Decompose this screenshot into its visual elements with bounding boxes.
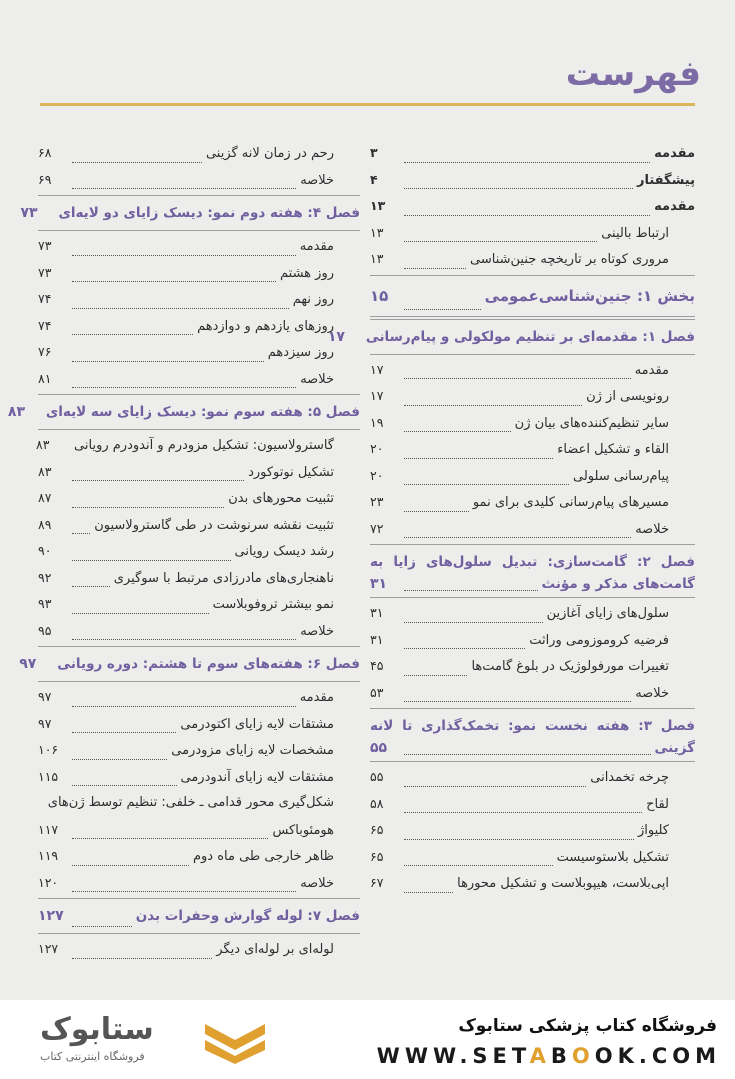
toc-page-number: ۳ (370, 145, 378, 160)
toc-entry[interactable] (38, 711, 360, 738)
toc-leader-dots (404, 839, 634, 840)
toc-page-number: ۵۸ (370, 795, 384, 811)
toc-entry[interactable] (38, 936, 360, 963)
toc-entry-title: روز نهم (292, 292, 334, 307)
toc-leader-dots (404, 812, 642, 813)
toc-page-number: ۹۲ (38, 569, 52, 585)
toc-entry[interactable] (38, 737, 360, 764)
toc-page-number: ۸۷ (38, 490, 52, 505)
toc-leader-dots (404, 701, 631, 702)
toc-leader-dots (72, 480, 244, 481)
toc-entry-title: پیام‌رسانی سلولی (573, 468, 669, 484)
toc-page-number: ۷۳ (20, 205, 38, 221)
section-divider (38, 230, 360, 231)
toc-page-number: ۶۸ (38, 145, 52, 160)
toc-leader-dots (72, 308, 289, 309)
toc-page-number: ۹۷ (38, 689, 52, 704)
toc-page-number: ۷۲ (370, 520, 384, 536)
toc-page-number: ۵۵ (370, 769, 384, 784)
toc-entry-title: مقدمه (654, 146, 695, 161)
section-divider (370, 319, 695, 320)
toc-page-number: ۱۱۵ (38, 768, 59, 784)
toc-leader-dots (72, 507, 224, 508)
section-divider (38, 933, 360, 934)
toc-entry[interactable] (38, 286, 360, 313)
url-accent: O (571, 1044, 595, 1068)
toc-leader-dots (404, 537, 631, 538)
toc-entry[interactable] (38, 870, 360, 897)
toc-page-number: ۲۰ (370, 467, 384, 483)
toc-entry-title: هومئوباکس (272, 822, 334, 838)
toc-leader-dots (72, 334, 193, 335)
toc-page-number: ۳۱ (370, 576, 388, 592)
toc-page-number: ۶۵ (370, 822, 384, 837)
logo-wordmark: ستابوک (40, 1012, 154, 1047)
toc-entry[interactable] (327, 322, 695, 352)
toc-leader-dots (72, 785, 177, 786)
toc-entry[interactable] (38, 233, 360, 260)
toc-page-number: ۷۳ (38, 264, 52, 280)
toc-leader-dots (404, 786, 586, 787)
toc-leader-dots (404, 484, 569, 485)
toc-entry-title: خلاصه (300, 623, 334, 639)
toc-entry-title: لقاح (646, 796, 669, 812)
toc-entry-title: خلاصه (300, 875, 334, 891)
toc-entry[interactable] (370, 278, 695, 314)
toc-page-number: ۱۳ (370, 251, 384, 266)
toc-page-number: ۹۳ (38, 596, 52, 611)
toc-entry-title: فصل ۴: هفته دوم نمو: دیسک زایای دو لایه‌ای (58, 205, 360, 221)
toc-entry-title: مقدمه (299, 690, 334, 705)
toc-leader-dots (72, 533, 90, 534)
toc-leader-dots (404, 675, 467, 676)
toc-entry[interactable] (38, 817, 360, 844)
toc-leader-dots (404, 622, 543, 623)
toc-entry[interactable] (38, 790, 360, 817)
toc-entry[interactable] (38, 432, 360, 459)
toc-entry-title: فصل ۵: هفته سوم نمو: دیسک زایای سه لایه‌ای (45, 404, 360, 420)
toc-page-number: ۸۳ (38, 463, 52, 479)
toc-page-number: ۱۹ (370, 414, 384, 430)
toc-page-number: ۵۵ (370, 740, 388, 756)
toc-entry[interactable] (370, 627, 695, 654)
toc-entry[interactable] (370, 410, 695, 437)
chapter-heading[interactable] (370, 573, 695, 595)
toc-entry-title: خلاصه (300, 371, 334, 387)
toc-entry-title: روزهای یازدهم و دوازدهم (197, 318, 334, 334)
toc-page-number: ۶۹ (38, 171, 52, 187)
toc-leader-dots (72, 560, 231, 561)
store-name: فروشگاه کتاب پزشکی ستابوک (458, 1016, 717, 1036)
toc-leader-dots (404, 309, 481, 310)
toc-entry-title: فرضیه کروموزومی وراثت (529, 632, 669, 648)
toc-entry-title: تشکیل بلاستوسیست (556, 849, 669, 865)
toc-page-number: ۷۴ (38, 291, 52, 306)
toc-leader-dots (72, 162, 202, 163)
toc-entry[interactable] (370, 516, 695, 543)
toc-leader-dots (72, 732, 176, 733)
toc-entry-title: تشکیل نوتوکورد (248, 464, 334, 480)
toc-entry[interactable] (38, 512, 360, 539)
toc-leader-dots (404, 431, 511, 432)
toc-entry-title: مسیرهای پیام‌رسانی کلیدی برای نمو (472, 495, 669, 510)
toc-entry-title: فصل ۷: لوله گوارش وحفرات بدن (135, 908, 360, 924)
toc-entry-title: روز هشتم (280, 265, 334, 281)
toc-entry[interactable] (38, 901, 360, 931)
toc-leader-dots (404, 590, 538, 591)
section-divider (38, 681, 360, 682)
toc-entry[interactable] (38, 313, 360, 340)
toc-entry-title: شکل‌گیری محور قدامی ـ خلفی: تنظیم توسط ژن‌های (47, 795, 334, 810)
toc-leader-dots (404, 268, 466, 269)
toc-page-number: ۱۱۹ (38, 848, 59, 863)
toc-entry-title: مقدمه (634, 362, 669, 378)
toc-entry-title: تثبیت محورهای بدن (228, 491, 334, 506)
toc-entry-title: تغییرات مورفولوژیک در بلوغ گامت‌ها (471, 659, 669, 674)
toc-leader-dots (72, 865, 189, 866)
toc-entry[interactable] (38, 339, 360, 366)
toc-entry[interactable] (38, 618, 360, 645)
toc-leader-dots (72, 759, 167, 760)
toc-entry[interactable] (38, 764, 360, 791)
toc-page-number: ۸۱ (38, 370, 52, 386)
toc-page-number: ۷۶ (38, 344, 52, 359)
toc-leader-dots (72, 613, 209, 614)
toc-leader-dots (72, 891, 296, 892)
toc-entry[interactable] (370, 680, 695, 707)
section-divider (38, 646, 360, 647)
toc-leader-dots (72, 361, 264, 362)
toc-page-number: ۱۳ (370, 224, 384, 240)
toc-entry-title: اپی‌بلاست، هیپوبلاست و تشکیل محورها (457, 876, 669, 891)
section-divider (38, 394, 360, 395)
toc-entry[interactable] (38, 485, 360, 512)
toc-entry[interactable] (370, 870, 695, 897)
toc-page-number: ۹۷ (19, 656, 37, 672)
chapter-heading[interactable] (370, 737, 695, 759)
toc-page-number: ۱۲۷ (38, 941, 59, 956)
toc-entry-title: خلاصه (300, 172, 334, 188)
toc-leader-dots (72, 281, 276, 282)
url-part: OK.COM (594, 1044, 721, 1068)
toc-entry-title: مقدمه (299, 239, 334, 254)
toc-leader-dots (72, 586, 110, 587)
toc-entry[interactable] (19, 649, 360, 679)
toc-page-number: ۱۲۷ (38, 908, 64, 924)
toc-leader-dots (404, 648, 525, 649)
toc-entry[interactable] (370, 167, 695, 194)
toc-leader-dots (404, 162, 650, 163)
toc-entry[interactable] (38, 167, 360, 194)
toc-page-number: ۴۵ (370, 658, 384, 673)
toc-entry[interactable] (370, 600, 695, 627)
toc-entry-title: ارتباط بالینی (601, 225, 669, 241)
toc-entry[interactable] (370, 844, 695, 871)
toc-page-number: ۱۵ (370, 286, 389, 305)
logo-tagline: فروشگاه اینترنتی کتاب (40, 1050, 145, 1063)
toc-page-number: ۸۳ (36, 437, 50, 452)
toc-entry-title: لوله‌ای بر لوله‌ای دیگر (216, 942, 334, 957)
toc-leader-dots (72, 639, 296, 640)
page-title: فهرست (565, 54, 701, 94)
toc-entry[interactable] (370, 140, 695, 167)
toc-entry-title: بخش ۱: جنین‌شناسی‌عمومی (484, 286, 695, 305)
toc-entry[interactable] (20, 198, 360, 228)
toc-page-number: ۹۵ (38, 622, 52, 638)
toc-page-number: ۱۲۰ (38, 874, 59, 890)
toc-entry-title: سلول‌های زایای آغازین (546, 606, 669, 621)
toc-page-number: ۵۳ (370, 684, 384, 700)
section-divider (370, 761, 695, 762)
section-divider (370, 544, 695, 545)
toc-entry-title: تثبیت نقشه سرنوشت در طی گاسترولاسیون (94, 517, 334, 533)
toc-entry[interactable] (370, 193, 695, 220)
chapter-heading-line: فصل ۳: هفته نخست نمو: تخمک‌گذاری تا لانه (370, 718, 695, 734)
toc-right-column (327, 140, 695, 897)
toc-entry-title: رشد دیسک رویانی (234, 544, 334, 559)
url-part: WWW.SET (376, 1044, 530, 1068)
section-divider (370, 597, 695, 598)
toc-entry[interactable] (370, 817, 695, 844)
url-accent: A (529, 1044, 551, 1068)
toc-entry[interactable] (370, 246, 695, 273)
toc-leader-dots (404, 865, 553, 866)
toc-entry-title: خلاصه (635, 685, 669, 701)
toc-entry-title: مقدمه (654, 199, 695, 214)
toc-page-number: ۱۱۷ (38, 821, 59, 837)
toc-page-number: ۲۳ (370, 494, 384, 509)
toc-entry[interactable] (370, 436, 695, 463)
toc-entry[interactable] (370, 653, 695, 680)
toc-page-number: ۸۹ (38, 516, 52, 532)
toc-entry[interactable] (38, 260, 360, 287)
toc-page-number: ۶۷ (370, 875, 384, 890)
toc-leader-dots (404, 458, 553, 459)
toc-page-number: ۱۳ (370, 198, 386, 213)
toc-leader-dots (404, 754, 651, 755)
section-divider (38, 429, 360, 430)
toc-leader-dots (72, 255, 296, 256)
toc-entry-title: مروری کوتاه بر تاریخچه جنین‌شناسی (470, 252, 669, 267)
toc-entry-title: گاسترولاسیون: تشکیل مزودرم و آندودرم رویانی (74, 438, 334, 453)
toc-entry[interactable] (38, 140, 360, 167)
toc-entry[interactable] (38, 366, 360, 393)
toc-page-number: ۳۱ (370, 631, 384, 647)
store-url[interactable] (377, 1044, 721, 1068)
toc-entry-title: خلاصه (635, 521, 669, 537)
section-divider (370, 316, 695, 317)
toc-page-number: ۱۷ (370, 388, 384, 403)
toc-entry-title: کلیواژ (637, 823, 669, 838)
toc-page-number: ۹۰ (38, 543, 52, 558)
toc-leader-dots (404, 892, 453, 893)
toc-leader-dots (404, 188, 633, 189)
toc-entry[interactable] (370, 489, 695, 516)
toc-entry[interactable] (370, 463, 695, 490)
toc-page-number: ۴ (370, 171, 378, 187)
chapter-heading-line: فصل ۲: گامت‌سازی: تبدیل سلول‌های زایا به (370, 554, 695, 570)
section-divider (38, 898, 360, 899)
toc-entry[interactable] (38, 843, 360, 870)
toc-entry-title: مشخصات لایه زایای مزودرمی (171, 743, 334, 758)
toc-entry-title: پیشگفتار (636, 172, 695, 188)
toc-entry[interactable] (370, 220, 695, 247)
section-divider (370, 708, 695, 709)
toc-entry[interactable] (370, 357, 695, 384)
toc-entry-title: القاء و تشکیل اعضاء (557, 442, 669, 457)
toc-leader-dots (72, 188, 296, 189)
toc-leader-dots (404, 215, 650, 216)
toc-leader-dots (72, 958, 212, 959)
toc-entry-title: چرخه تخمدانی (590, 770, 669, 785)
toc-entry-title: نمو بیشتر تروفوبلاست (212, 597, 334, 612)
toc-entry[interactable] (370, 383, 695, 410)
title-underline (40, 103, 695, 106)
toc-leader-dots (72, 387, 296, 388)
toc-leader-dots (404, 405, 582, 406)
toc-entry[interactable] (370, 764, 695, 791)
toc-page-number: ۷۳ (38, 238, 52, 253)
url-part: B (550, 1044, 572, 1068)
toc-entry-title: سایر تنظیم‌کننده‌های بیان ژن (514, 415, 669, 431)
toc-entry[interactable] (38, 684, 360, 711)
toc-page-number: ۸۳ (7, 404, 25, 420)
toc-leader-dots (404, 241, 597, 242)
section-divider (370, 354, 695, 355)
toc-entry-title: روز سیزدهم (267, 345, 334, 360)
toc-page-number: ۹۷ (38, 715, 52, 731)
store-footer (0, 1000, 735, 1079)
logo-chevron-icon (205, 1018, 265, 1064)
toc-leader-dots (72, 926, 132, 927)
toc-entry[interactable] (7, 397, 360, 427)
toc-page-number: ۶۵ (370, 848, 384, 864)
toc-entry-title: فصل ۱: مقدمه‌ای بر تنظیم مولکولی و پیام‌رسانی (365, 328, 695, 345)
toc-entry[interactable] (38, 459, 360, 486)
toc-page-number: ۲۰ (370, 441, 384, 456)
toc-entry[interactable] (38, 565, 360, 592)
toc-leader-dots (72, 838, 268, 839)
toc-entry-title: فصل ۶: هفته‌های سوم تا هشتم: دوره رویانی (57, 656, 360, 672)
toc-page-number: ۳۱ (370, 605, 384, 620)
section-divider (38, 195, 360, 196)
toc-leader-dots (72, 706, 296, 707)
section-divider (370, 275, 695, 276)
toc-entry[interactable] (38, 538, 360, 565)
toc-entry-title: مشتقات لایه زایای آندودرمی (180, 769, 334, 785)
toc-entry-title: ناهنجاری‌های مادرزادی مرتبط با سوگیری (113, 570, 334, 586)
toc-entry[interactable] (370, 791, 695, 818)
toc-entry-title: گامت‌های مذکر و مؤنث (541, 576, 695, 592)
toc-page-number: ۱۰۶ (38, 742, 59, 757)
toc-entry-title: رونویسی از ژن (586, 389, 669, 404)
toc-page-number: ۷۴ (38, 317, 52, 333)
toc-entry[interactable] (38, 591, 360, 618)
toc-leader-dots (404, 378, 631, 379)
toc-entry-title: رحم در زمان لانه گزینی (205, 146, 334, 161)
toc-entry-title: ظاهر خارجی طی ماه دوم (192, 849, 334, 864)
toc-left-column (7, 140, 360, 963)
toc-leader-dots (404, 511, 469, 512)
toc-entry-title: گزینی (654, 740, 695, 756)
toc-page-number: ۱۷ (327, 328, 345, 345)
toc-page-number: ۱۷ (370, 361, 384, 377)
toc-entry-title: مشتقات لایه زایای اکتودرمی (180, 716, 334, 732)
